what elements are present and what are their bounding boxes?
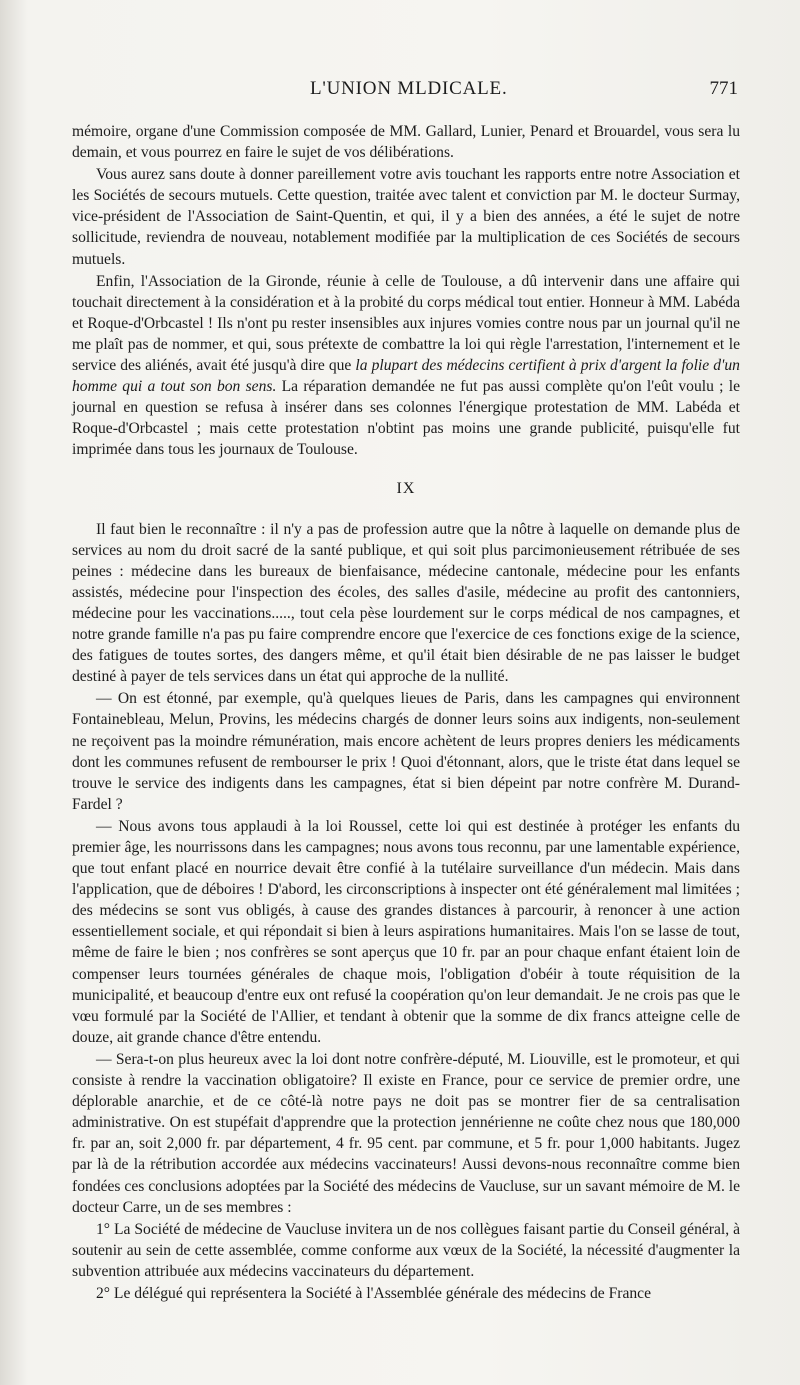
list-item: 2° Le délégué qui représentera la Société à l'Assemblée générale des médecins de France [96,1284,652,1302]
article-body [72,121,740,1305]
page-number: 771 [709,78,738,99]
italic-quote: la plupart des médecins certifient à prix d'argent la folie d'un homme qui a tout son bon sens. [72,357,740,396]
running-title: L'UNION MLDICALE. [310,78,508,99]
list-item: 1° La Société de médecine de Vaucluse invitera un de nos collègues faisant partie du Conseil général, à soutenir au sein de cette assemblée, comme conforme aux vœux de la Société, la nécessité d'augmenter la subvention attribuée aux médecins vaccinateurs du département. [72,1220,740,1280]
paragraph: Vous aurez sans doute à donner pareillement votre avis touchant les rapports entre notre Association et les Sociétés de secours mutuels. Cette question, traitée avec talent et conviction par M. le docteur Surmay, vice-président de l'Association de Saint-Quentin, et qui, il y a bien des années, a été le sujet de notre sollicitude, reviendra de nouveau, notablement modifiée par la multiplication de ces Sociétés de secours mutuels. [72,166,740,268]
paragraph-text: La réparation demandée ne fut pas aussi complète qu'on l'eût voulu ; le journal en question se refusa à insérer dans ses colonnes l'énergique protestation de MM. Labéda et Roque-d'Orbcastel ; mais cette protestation n'obtint pas moins une grande publicité, puisqu'elle fut imprimée dans tous les journaux de Toulouse. [72,378,740,459]
paragraph: Il faut bien le reconnaître : il n'y a pas de profession autre que la nôtre à laquelle on demande plus de services au nom du droit sacré de la santé publique, et qui soit plus parcimonieusement rétribuée de ses peines : médecine dans les bureaux de bienfaisance, médecine cantonale, médecine pour les enfants assistés, médecine pour l'inspection des écoles, des salles d'asile, médecine au profit des cantonniers, médecine pour les vaccinations....., tout cela pèse lourdement sur le corps médical de nos campagnes, et notre grande famille n'a pas pu faire comprendre encore que l'exercice de ces fonctions exige de la science, des fatigues de toutes sortes, des dangers même, et qu'il était bien désirable de ne pas laisser le budget destiné à payer de tels services dans un état qui approche de la nullité. [72,520,740,686]
paragraph [72,271,740,461]
paragraph: — Sera-t-on plus heureux avec la loi dont notre confrère-député, M. Liouville, est le promoteur, et qui consiste à rendre la vaccination obligatoire? Il existe en France, pour ce service de premier ordre, une déplorable anarchie, et de ce côté-là notre pays ne doit pas se montrer fier de sa centralisation administrative. On est stupéfait d'apprendre que la protection jennérienne ne coûte chez nous que 180,000 fr. par an, soit 2,000 fr. par département, 4 fr. 95 cent. par commune, et 5 fr. pour 1,000 habitants. Jugez par là de la rétribution accordée aux médecins vaccinateurs! Aussi devons-nous reconnaître comme bien fondées ces conclusions adoptées par la Société des médecins de Vaucluse, sur un savant mémoire de M. le docteur Carre, un de ses membres : [72,1050,740,1216]
paragraph: — On est étonné, par exemple, qu'à quelques lieues de Paris, dans les campagnes qui environnent Fontainebleau, Melun, Provins, les médecins chargés de donner leurs soins aux indigents, non-seulement ne reçoivent pas la moindre rémunération, mais encore achètent de leurs propres deniers les médicaments dont les communes refusent de rembourser le prix ! Quoi d'étonnant, alors, que le triste état dans lequel se trouve le service des indigents dans les campagnes, état si bien dépeint par notre confrère M. Durand-Fardel ? [72,690,740,813]
paragraph: — Nous avons tous applaudi à la loi Roussel, cette loi qui est destinée à protéger les enfants du premier âge, les nourrissons dans les campagnes; nous avons tous reconnu, par une lamentable expérience, que tout enfant placé en nourrice devait être confié à la tutélaire surveillance d'un médecin. Mais dans l'application, que de déboires ! D'abord, les circonscriptions à inspecter ont été généralement mal limitées ; des médecins se sont vus obligés, à cause des grandes distances à parcourir, à renoncer à une action essentiellement sociale, et qui répondait si bien à leurs aspirations humanitaires. Mais l'on se lasse de tout, même de faire le bien ; nos confrères se sont aperçus que 10 fr. par an pour chaque enfant étaient loin de compenser leurs tournées générales de chaque mois, l'obligation d'obéir à toute réquisition de la municipalité, et beaucoup d'entre eux ont refusé la coopération qu'on leur demandait. Je ne crois pas que le vœu formulé par la Société de l'Allier, et tendant à obtenir que la somme de dix francs atteigne celle de douze, ait grande chance d'être entendu. [72,817,740,1046]
paragraph-text: Enfin, l'Association de la Gironde, réunie à celle de Toulouse, a dû intervenir dans une affaire qui touchait directement à la considération et à la probité du corps médical tout entier. Honneur à MM. Labéda et Roque-d'Orbcastel ! Ils n'ont pu rester insensibles aux injures vomies contre nous par un journal qu'il ne me plaît pas de nommer, et qui, sous prétexte de combattre la loi qui règle l'arrestation, l'internement et le service des aliénés, avait été jusqu'à dire que [72,272,740,375]
page-header [72,78,738,106]
paragraph: mémoire, organe d'une Commission composée de MM. Gallard, Lunier, Penard et Brouardel, vous sera lu demain, et vous pourrez en faire le sujet de vos délibérations. [72,123,740,162]
section-heading: IX [396,479,416,497]
